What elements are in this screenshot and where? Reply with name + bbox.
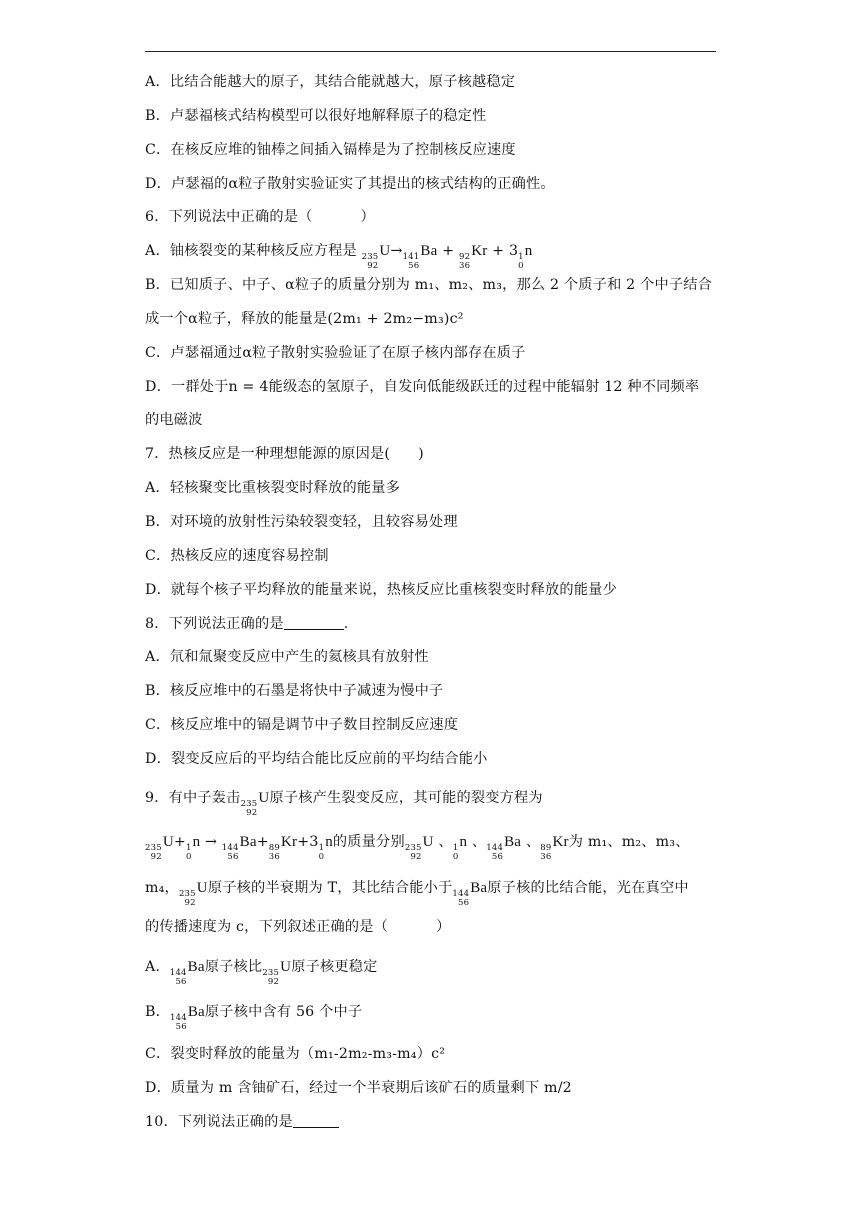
q8-option-c: C．核反应堆中的镉是调节中子数目控制反应速度 bbox=[145, 717, 459, 733]
nuclide-ba141: 141 56 Ba bbox=[402, 243, 438, 271]
nuclide-kr92: 92 36 Kr bbox=[458, 243, 488, 271]
q8-option-d: D．裂变反应后的平均结合能比反应前的平均结合能小 bbox=[145, 751, 488, 767]
q5-option-c: C．在核反应堆的铀棒之间插入镉棒是为了控制核反应速度 bbox=[145, 142, 516, 158]
header-rule bbox=[145, 51, 716, 52]
q8-answer-blank[interactable] bbox=[284, 615, 344, 630]
q6-option-a: A．铀核裂变的某种核反应方程是 235 92 U→ 141 56 Ba + 92 36 Kr + 3 1 0 n bbox=[145, 243, 533, 271]
nuclide-u235: 235 92 U bbox=[262, 959, 292, 987]
nuclide-ba144: 144 56 Ba bbox=[452, 880, 488, 908]
q8-option-b: B．核反应堆中的石墨是将快中子减速为慢中子 bbox=[145, 683, 444, 699]
q6-option-b-line1: B．已知质子、中子、α粒子的质量分别为 m₁、m₂、m₃，那么 2 个质子和 2 个中子结合 bbox=[145, 277, 713, 293]
nuclide-neutron: 1 0 n bbox=[518, 243, 533, 271]
q6-option-d-line2: 的电磁波 bbox=[145, 412, 203, 428]
q7-stem: 7．热核反应是一种理想能源的原因是( ) bbox=[145, 446, 424, 462]
q9-equation-line: 235 92 U+ 1 0 n → 144 56 Ba+ 89 36 Kr+3 1 0 n的质量分别 235 92 U 、 1 0 n 、 144 56 Ba 、 89 36 Kr为 m₁、m₂、m₃、 bbox=[145, 834, 690, 862]
nuclide-neutron: 1 0 n bbox=[318, 834, 333, 862]
q7-option-c: C．热核反应的速度容易控制 bbox=[145, 548, 329, 564]
q9-option-a: A． 144 56 Ba原子核比 235 92 U原子核更稳定 bbox=[145, 959, 378, 987]
nuclide-u235: 235 92 U bbox=[361, 243, 391, 271]
q5-option-d: D．卢瑟福的α粒子散射实验证实了其提出的核式结构的正确性。 bbox=[145, 176, 555, 192]
nuclide-kr89: 89 36 Kr bbox=[540, 834, 569, 862]
q9-stem: 9．有中子轰击 235 92 U原子核产生裂变反应，其可能的裂变方程为 bbox=[145, 790, 543, 818]
q10-stem: 10．下列说法正确的是 bbox=[145, 1112, 339, 1132]
q9-option-b: B． 144 56 Ba原子核中含有 56 个中子 bbox=[145, 1004, 363, 1032]
nuclide-u235: 235 92 U bbox=[145, 834, 174, 862]
nuclide-ba144: 144 56 Ba bbox=[169, 959, 205, 987]
q6-option-d-line1: D．一群处于n = 4能级态的氢原子，自发向低能级跃迁的过程中能辐射 12 种不同频率 bbox=[145, 379, 700, 395]
q7-option-b: B．对环境的放射性污染较裂变轻，且较容易处理 bbox=[145, 514, 458, 530]
nuclide-neutron: 1 0 n bbox=[185, 834, 201, 862]
q10-answer-blank[interactable] bbox=[293, 1113, 339, 1128]
nuclide-ba144: 144 56 Ba bbox=[170, 1004, 205, 1032]
q9-line3: m₄， 235 92 U原子核的半衰期为 T，其比结合能小于 144 56 Ba原子核的比结合能，光在真空中 bbox=[145, 880, 689, 908]
nuclide-kr89: 89 36 Kr bbox=[268, 834, 298, 862]
q7-option-a: A．轻核聚变比重核裂变时释放的能量多 bbox=[145, 480, 401, 496]
q9-option-c: C．裂变时释放的能量为（m₁-2m₂-m₃-m₄）c² bbox=[145, 1046, 446, 1062]
nuclide-u235: 235 92 U bbox=[240, 790, 270, 818]
nuclide-u235: 235 92 U bbox=[178, 880, 208, 908]
nuclide-ba144: 144 56 Ba bbox=[486, 834, 522, 862]
q9-line4: 的传播速度为 c，下列叙述正确的是（ ） bbox=[145, 919, 451, 935]
q5-option-b: B．卢瑟福核式结构模型可以很好地解释原子的稳定性 bbox=[145, 108, 487, 124]
q8-stem: 8．下列说法正确的是 . bbox=[145, 616, 349, 632]
q9-option-d: D．质量为 m 含铀矿石，经过一个半衰期后该矿石的质量剩下 m/2 bbox=[145, 1080, 572, 1096]
nuclide-ba144: 144 56 Ba bbox=[221, 834, 257, 862]
q8-option-a: A．氘和氚聚变反应中产生的氦核具有放射性 bbox=[145, 649, 429, 665]
q7-option-d: D．就每个核子平均释放的能量来说，热核反应比重核裂变时释放的能量少 bbox=[145, 582, 617, 598]
nuclide-neutron: 1 0 n bbox=[452, 834, 468, 862]
q6-stem: 6．下列说法中正确的是（ ） bbox=[145, 209, 375, 225]
nuclide-u235: 235 92 U bbox=[404, 834, 434, 862]
q6-option-c: C．卢瑟福通过α粒子散射实验验证了在原子核内部存在质子 bbox=[145, 345, 526, 361]
q6-option-b-line2: 成一个α粒子，释放的能量是(2m₁ + 2m₂−m₃)c² bbox=[145, 311, 464, 327]
q5-option-a: A．比结合能越大的原子，其结合能就越大，原子核越稳定 bbox=[145, 74, 516, 90]
